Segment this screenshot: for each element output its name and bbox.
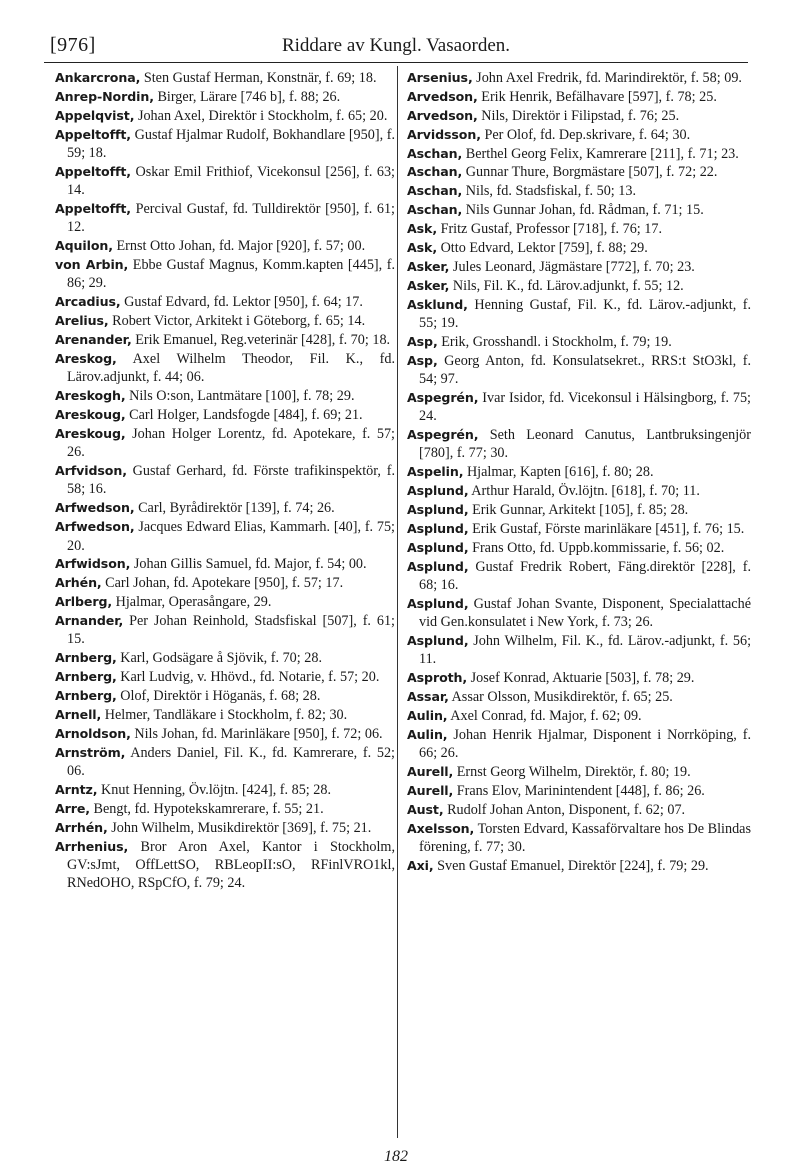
entry-details: Axel Conrad, fd. Major, f. 62; 09.	[450, 708, 642, 725]
register-entry	[407, 520, 751, 538]
entry-surname: Asker,	[407, 277, 450, 293]
register-entry	[55, 350, 395, 387]
register-entry	[55, 574, 395, 592]
register-entry	[407, 201, 751, 219]
entry-details: Birger, Lärare [746 b], f. 88; 26.	[157, 88, 341, 105]
entry-details: Johan Gillis Samuel, fd. Major, f. 54; 00.	[133, 556, 367, 573]
register-entry	[55, 293, 395, 311]
entry-details: Helmer, Tandläkare i Stockholm, f. 82; 30.	[104, 706, 348, 723]
register-entry	[407, 482, 751, 500]
entry-surname: Asklund,	[407, 296, 468, 312]
register-entry	[55, 312, 395, 330]
entry-details: Nils, Fil. K., fd. Lärov.adjunkt, f. 55; 12.	[452, 277, 684, 294]
register-entry	[55, 126, 395, 163]
entry-details: Johan Henrik Hjalmar, Disponent i Norrköping, f. 66; 26.	[419, 727, 752, 762]
entry-surname: Asplund,	[407, 633, 469, 649]
register-entry	[407, 296, 751, 333]
register-entry	[407, 389, 751, 426]
register-entry	[407, 145, 751, 163]
register-entry	[407, 726, 751, 763]
entry-details: Ernst Otto Johan, fd. Major [920], f. 57; 00.	[116, 238, 366, 255]
entry-surname: Asplund,	[407, 558, 469, 574]
entry-details: Hjalmar, Operasångare, 29.	[115, 594, 272, 611]
entry-details: Karl Ludvig, v. Hhövd., fd. Notarie, f. 57; 20.	[120, 669, 380, 686]
entry-details: Erik Emanuel, Reg.veterinär [428], f. 70; 18.	[135, 332, 391, 349]
register-entry	[55, 387, 395, 405]
entry-surname: Arnell,	[55, 706, 102, 722]
column-divider	[397, 66, 398, 1138]
register-entry	[407, 688, 751, 706]
entry-surname: Axelsson,	[407, 820, 475, 836]
entry-details: Bror Aron Axel, Kantor i Stockholm, GV:sJmt, OffLettSO, RBLeopII:sO, RFinlVRO1kl, RNedOHO, RSpCfO, f. 79; 24.	[67, 838, 395, 892]
register-entry	[407, 707, 751, 725]
entry-surname: Ankarcrona,	[55, 70, 141, 85]
entry-details: Carl Johan, fd. Apotekare [950], f. 57; 17.	[105, 575, 344, 592]
register-entry	[407, 352, 751, 389]
entry-surname: Arnander,	[55, 613, 124, 629]
entry-surname: Areskog,	[55, 350, 117, 366]
entry-details: Sten Gustaf Herman, Konstnär, f. 69; 18.	[143, 70, 377, 86]
entry-surname: Anrep-Nordin,	[55, 88, 154, 104]
register-entry	[407, 88, 751, 106]
entry-details: Nils Gunnar Johan, fd. Rådman, f. 71; 15.	[465, 202, 704, 219]
entry-surname: Aulin,	[407, 708, 448, 724]
entry-details: Ernst Georg Wilhelm, Direktör, f. 80; 19.	[456, 764, 691, 781]
entry-details: Frans Elov, Marinintendent [448], f. 86; 26.	[456, 783, 705, 800]
register-entry	[407, 763, 751, 781]
register-entry	[407, 463, 751, 481]
entry-details: Bengt, fd. Hypotekskamrerare, f. 55; 21.	[93, 800, 324, 817]
register-entry	[55, 725, 395, 743]
entry-surname: Asplund,	[407, 521, 469, 536]
entry-surname: Appeltofft,	[55, 163, 131, 179]
register-entry	[55, 555, 395, 573]
register-entry	[55, 612, 395, 649]
entry-surname: von Arbin,	[55, 257, 129, 273]
entry-surname: Arsenius,	[407, 70, 473, 85]
entry-details: Otto Edvard, Lektor [759], f. 88; 29.	[440, 240, 648, 257]
page-header	[44, 32, 748, 63]
entry-details: Josef Konrad, Aktuarie [503], f. 78; 29.	[470, 670, 695, 687]
entry-surname: Arre,	[55, 800, 90, 816]
register-entry	[407, 258, 751, 276]
entry-details: Per Olof, fd. Dep.skrivare, f. 64; 30.	[484, 126, 691, 143]
entry-surname: Aspegrén,	[407, 427, 479, 443]
register-entry	[55, 649, 395, 667]
entry-surname: Appelqvist,	[55, 107, 135, 123]
entry-details: Axel Wilhelm Theodor, Fil. K., fd. Lärov.adjunkt, f. 44; 06.	[67, 350, 395, 386]
entry-details: Gustaf Hjalmar Rudolf, Bokhandlare [950], f. 59; 18.	[67, 126, 395, 161]
entry-details: Carl, Byrådirektör [139], f. 74; 26.	[138, 500, 335, 517]
entry-surname: Arcadius,	[55, 294, 121, 310]
entry-surname: Aurell,	[407, 764, 454, 780]
entry-details: Arthur Harald, Öv.löjtn. [618], f. 70; 11.	[471, 483, 700, 500]
entry-surname: Axi,	[407, 858, 434, 874]
entry-surname: Arenander,	[55, 332, 132, 348]
register-entry	[55, 69, 395, 87]
register-entry	[55, 744, 395, 781]
entry-surname: Arfwedson,	[55, 500, 135, 516]
register-entry	[55, 107, 395, 125]
entry-surname: Asproth,	[407, 670, 468, 686]
entry-surname: Arfwedson,	[55, 519, 135, 535]
entry-details: Gunnar Thure, Borgmästare [507], f. 72; 22.	[465, 164, 718, 181]
entry-details: Gustaf Edvard, fd. Lektor [950], f. 64; 17.	[124, 294, 363, 311]
register-entry	[407, 426, 751, 463]
entry-surname: Asker,	[407, 258, 450, 274]
entry-surname: Arnberg,	[55, 688, 117, 704]
entry-surname: Arvidsson,	[407, 126, 481, 142]
entry-details: Nils, Direktör i Filipstad, f. 76; 25.	[481, 107, 680, 124]
entry-details: Anders Daniel, Fil. K., fd. Kamrerare, f. 52; 06.	[67, 744, 395, 780]
entry-details: Oskar Emil Frithiof, Vicekonsul [256], f. 63; 14.	[67, 163, 395, 199]
register-entry	[55, 800, 395, 818]
entry-surname: Arnoldson,	[55, 725, 131, 741]
entry-surname: Asplund,	[407, 595, 469, 611]
register-entry	[407, 632, 751, 669]
entry-surname: Arfvidson,	[55, 463, 127, 479]
register-entry	[407, 820, 751, 857]
entry-surname: Arvedson,	[407, 107, 478, 123]
entry-details: Per Johan Reinhold, Stadsfiskal [507], f. 61; 15.	[67, 613, 395, 648]
entry-details: Frans Otto, fd. Uppb.kommissarie, f. 56; 02.	[472, 539, 725, 556]
entry-details: Johan Axel, Direktör i Stockholm, f. 65; 20.	[137, 107, 388, 124]
register-entry	[407, 277, 751, 295]
register-entry	[55, 819, 395, 837]
register-entry	[407, 501, 751, 519]
register-entry	[407, 107, 751, 125]
entry-details: Robert Victor, Arkitekt i Göteborg, f. 65; 14.	[112, 313, 366, 330]
entry-surname: Arnberg,	[55, 650, 117, 666]
entry-details: Olof, Direktör i Höganäs, f. 68; 28.	[120, 688, 321, 705]
register-entry	[55, 499, 395, 517]
register-entry	[407, 239, 751, 257]
entry-surname: Aschan,	[407, 145, 463, 161]
entry-details: Jules Leonard, Jägmästare [772], f. 70; 23.	[452, 258, 695, 275]
register-entry	[55, 200, 395, 237]
entry-surname: Areskoug,	[55, 407, 126, 423]
right-column	[407, 69, 751, 876]
entry-surname: Aschan,	[407, 183, 463, 199]
entry-details: Gustaf Johan Svante, Disponent, Specialattaché vid Gen.konsulatet i New York, f. 73; 26.	[419, 595, 751, 631]
register-entry	[55, 406, 395, 424]
register-entry	[407, 163, 751, 181]
register-entry	[407, 558, 751, 595]
entry-details: Erik Henrik, Befälhavare [597], f. 78; 25.	[481, 88, 717, 105]
register-entry	[55, 331, 395, 349]
entry-surname: Areskoug,	[55, 425, 126, 441]
entry-details: Erik, Grosshandl. i Stockholm, f. 79; 19.	[441, 333, 672, 350]
entry-surname: Aschan,	[407, 164, 463, 180]
entry-details: Georg Anton, fd. Konsulatsekret., RRS:t StO3kl, f. 54; 97.	[419, 352, 751, 388]
entry-surname: Arnström,	[55, 744, 126, 760]
entry-surname: Aspelin,	[407, 464, 464, 480]
register-entry	[407, 782, 751, 800]
entry-details: Erik Gunnar, Arkitekt [105], f. 85; 28.	[472, 502, 689, 519]
entry-surname: Arlberg,	[55, 594, 113, 610]
entry-details: Hjalmar, Kapten [616], f. 80; 28.	[466, 464, 654, 481]
page-number: 182	[384, 1148, 408, 1165]
entry-details: Nils Johan, fd. Marinläkare [950], f. 72; 06.	[134, 725, 383, 742]
entry-surname: Aust,	[407, 801, 444, 817]
register-entry	[55, 518, 395, 555]
register-entry	[407, 333, 751, 351]
register-entry	[55, 706, 395, 724]
entry-details: Torsten Edvard, Kassaförvaltare hos De Blindas förening, f. 77; 30.	[419, 820, 751, 856]
entry-surname: Aulin,	[407, 727, 448, 743]
header-page-reference: [976]	[50, 34, 96, 56]
entry-details: Henning Gustaf, Fil. K., fd. Lärov.-adjunkt, f. 55; 19.	[419, 296, 751, 331]
entry-details: Gustaf Fredrik Robert, Fäng.direktör [228], f. 68; 16.	[419, 558, 751, 594]
register-entry	[407, 595, 751, 632]
entry-surname: Aquilon,	[55, 238, 113, 254]
entry-surname: Ask,	[407, 240, 438, 256]
entry-surname: Appeltofft,	[55, 201, 131, 217]
entry-details: Assar Olsson, Musikdirektör, f. 65; 25.	[451, 689, 673, 706]
entry-details: Ivar Isidor, fd. Vicekonsul i Hälsingborg, f. 75; 24.	[419, 389, 751, 425]
register-entry	[55, 88, 395, 106]
entry-surname: Arhén,	[55, 575, 102, 591]
entry-details: Carl Holger, Landsfogde [484], f. 69; 21.	[129, 407, 363, 424]
entry-details: Knut Henning, Öv.löjtn. [424], f. 85; 28.	[101, 781, 332, 798]
register-entry	[55, 593, 395, 611]
entry-details: Percival Gustaf, fd. Tulldirektör [950], f. 61; 12.	[67, 201, 396, 236]
entry-surname: Arvedson,	[407, 88, 478, 104]
entry-surname: Aschan,	[407, 202, 463, 218]
entry-surname: Areskogh,	[55, 388, 126, 404]
register-entry	[407, 669, 751, 687]
register-entry	[407, 220, 751, 238]
register-entry	[55, 163, 395, 200]
entry-surname: Asp,	[407, 333, 438, 349]
register-entry	[407, 126, 751, 144]
entry-surname: Asp,	[407, 352, 438, 368]
register-entry	[55, 781, 395, 799]
entry-details: Gustaf Gerhard, fd. Förste trafikinspektör, f. 58; 16.	[67, 463, 395, 498]
entry-details: Rudolf Johan Anton, Disponent, f. 62; 07.	[447, 801, 686, 818]
entry-details: Ebbe Gustaf Magnus, Komm.kapten [445], f. 86; 29.	[67, 257, 395, 292]
entry-surname: Asplund,	[407, 483, 469, 499]
register-entry	[55, 838, 395, 893]
entry-surname: Arelius,	[55, 313, 109, 329]
entry-details: Nils O:son, Lantmätare [100], f. 78; 29.	[129, 388, 355, 405]
left-column	[55, 69, 395, 893]
register-entry	[55, 256, 395, 293]
register-entry	[55, 668, 395, 686]
register-entry	[55, 462, 395, 499]
entry-surname: Asplund,	[407, 539, 469, 555]
entry-surname: Aspegrén,	[407, 389, 479, 405]
entry-details: Seth Leonard Canutus, Lantbruksingenjör [780], f. 77; 30.	[419, 427, 751, 462]
entry-details: John Wilhelm, Musikdirektör [369], f. 75; 21.	[111, 819, 372, 836]
register-entry	[407, 69, 751, 87]
header-title: Riddare av Kungl. Vasaorden.	[281, 35, 511, 56]
entry-details: Nils, fd. Stadsfiskal, f. 50; 13.	[465, 183, 637, 200]
entry-details: Johan Holger Lorentz, fd. Apotekare, f. 57; 26.	[67, 425, 395, 461]
entry-surname: Arnberg,	[55, 669, 117, 685]
entry-surname: Arrhén,	[55, 819, 108, 835]
entry-details: Karl, Godsägare å Sjövik, f. 70; 28.	[120, 650, 322, 667]
register-entry	[407, 857, 751, 875]
entry-details: Berthel Georg Felix, Kamrerare [211], f. 71; 23.	[465, 145, 739, 162]
register-entry	[407, 182, 751, 200]
register-entry	[407, 539, 751, 557]
entry-details: Jacques Edward Elias, Kammarh. [40], f. 75; 20.	[67, 519, 395, 554]
entry-surname: Arntz,	[55, 781, 98, 797]
entry-surname: Arfwidson,	[55, 556, 131, 572]
register-entry	[55, 237, 395, 255]
entry-surname: Asplund,	[407, 502, 469, 518]
entry-details: Erik Gustaf, Förste marinläkare [451], f. 76; 15.	[472, 521, 745, 537]
entry-details: John Wilhelm, Fil. K., fd. Lärov.-adjunkt, f. 56; 11.	[419, 633, 752, 668]
entry-surname: Arrhenius,	[55, 838, 129, 854]
register-entry	[55, 687, 395, 705]
entry-surname: Aurell,	[407, 783, 454, 799]
entry-details: Sven Gustaf Emanuel, Direktör [224], f. 79; 29.	[437, 858, 709, 875]
entry-details: Fritz Gustaf, Professor [718], f. 76; 17.	[440, 221, 663, 238]
entry-surname: Assar,	[407, 689, 449, 705]
register-entry	[407, 801, 751, 819]
entry-surname: Appeltofft,	[55, 126, 131, 142]
entry-details: John Axel Fredrik, fd. Marindirektör, f. 58; 09.	[476, 70, 742, 86]
register-entry	[55, 425, 395, 462]
entry-surname: Ask,	[407, 221, 438, 237]
